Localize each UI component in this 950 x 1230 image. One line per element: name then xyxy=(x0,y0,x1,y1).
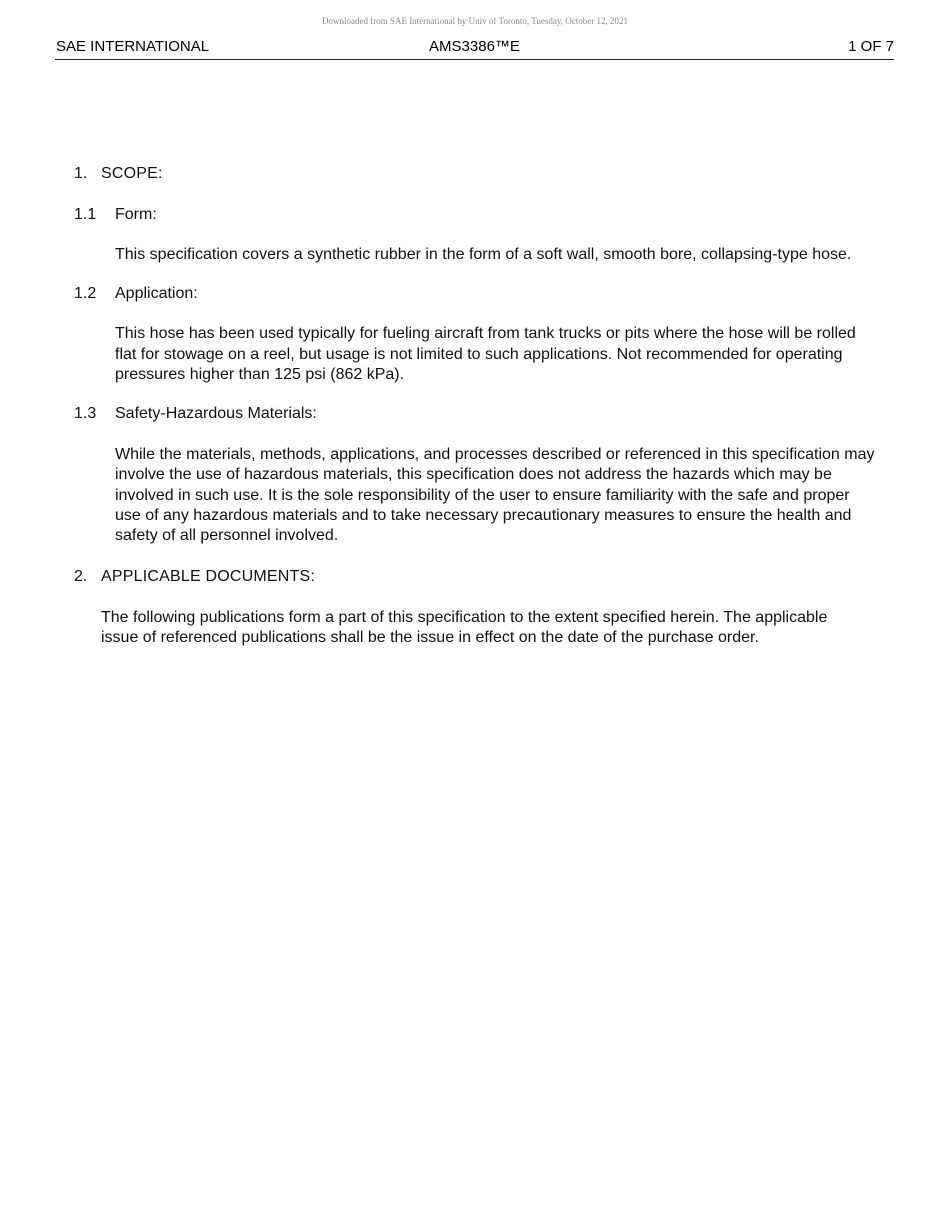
header-page-number: 1 OF 7 xyxy=(848,38,894,55)
header-document-id: AMS3386™E xyxy=(429,38,520,55)
section-2-body: The following publications form a part of this specification to the extent specified herein. The applicable issue of referenced publications shall be the issue in effect on the date of the purchase order. xyxy=(101,608,828,646)
section-title: Safety-Hazardous Materials: xyxy=(115,405,317,423)
section-title: APPLICABLE DOCUMENTS: xyxy=(101,567,316,585)
download-watermark: Downloaded from SAE International by Univ of Toronto, Tuesday, October 12, 2021 xyxy=(321,16,629,26)
section-title: Application: xyxy=(115,285,198,303)
header-organization: SAE INTERNATIONAL xyxy=(56,38,210,55)
section-1-3-heading xyxy=(74,404,950,424)
section-1-1-heading xyxy=(74,205,950,225)
section-1-3-body: While the materials, methods, applications, and processes described or referenced in this specification may involve the use of hazardous materials, this specification does not address the hazards which may be involved in such use. It is the sole responsibility of the user to ensure familiarity with the safe and proper use of any hazardous materials and to take necessary precautionary measures to ensure the health and safety of all personnel involved. xyxy=(115,446,875,545)
section-number: 1.1 xyxy=(74,206,97,223)
section-number: 1. xyxy=(74,165,88,182)
section-1-heading xyxy=(74,164,950,184)
section-1-2-heading xyxy=(74,284,950,304)
page-header xyxy=(55,38,894,60)
section-1-2-body: This hose has been used typically for fueling aircraft from tank trucks or pits where the hose will be rolled flat for stowage on a reel, but usage is not limited to such applications. Not recommended for operating pressures higher than 125 psi (862 kPa). xyxy=(115,325,856,383)
section-title: SCOPE: xyxy=(101,165,163,182)
document-body xyxy=(0,164,950,648)
section-number: 1.2 xyxy=(74,285,97,303)
section-number: 2. xyxy=(74,567,88,585)
section-title: Form: xyxy=(115,206,157,223)
section-2-heading xyxy=(74,567,950,587)
section-number: 1.3 xyxy=(74,405,97,423)
section-1-1-body: This specification covers a synthetic rubber in the form of a soft wall, smooth bore, collapsing-type hose. xyxy=(115,246,852,263)
